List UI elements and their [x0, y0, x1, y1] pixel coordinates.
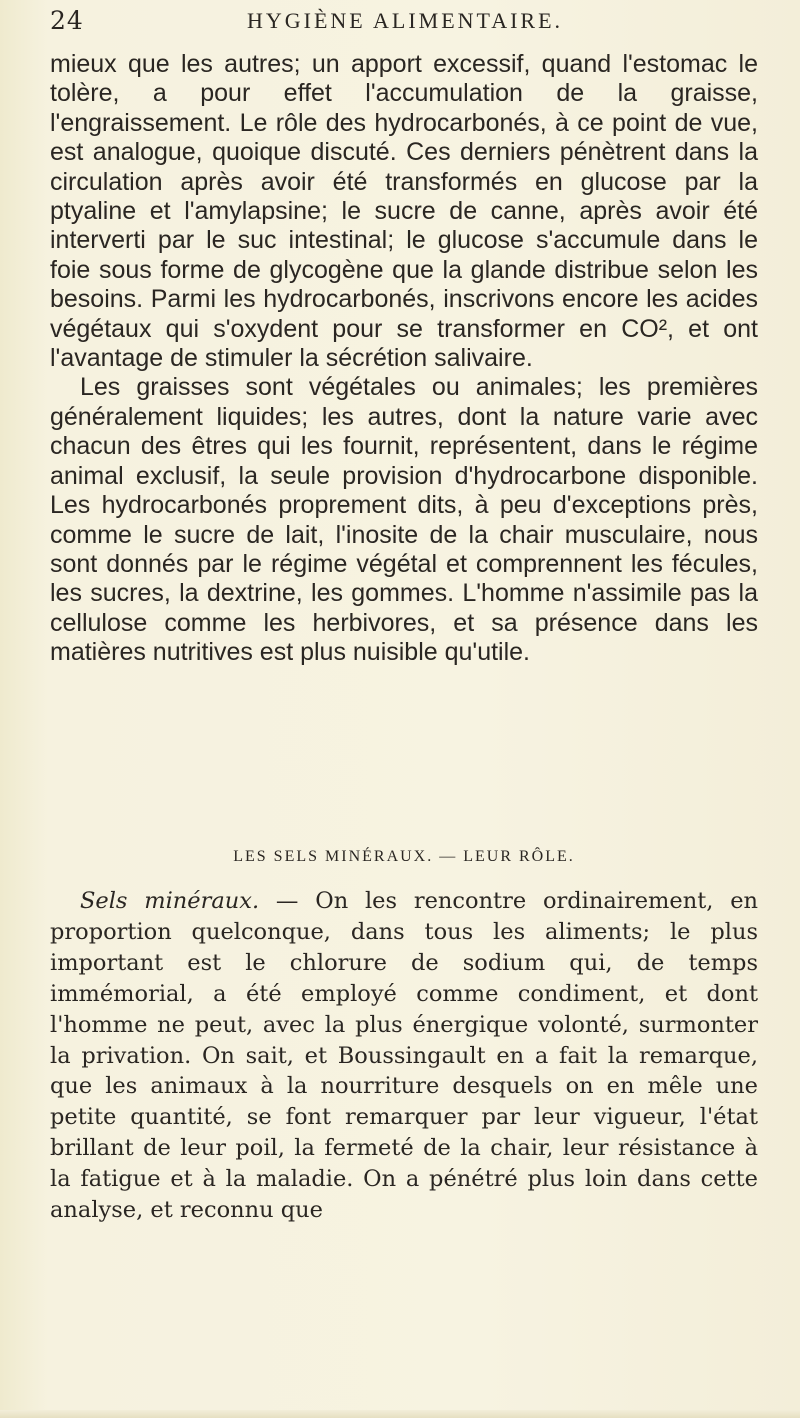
paragraph-continuation: mieux que les autres; un apport excessif, quand l'estomac le tolère, a pour effet l'accumulation de la graisse, l'engraissement. Le rôle des hydrocarbonés, à ce point de vue, est analogue, quoique discuté. Ces derniers pénètrent dans la circulation après avoir été transformés en glucose par la ptyaline et l'amylapsine; le sucre de canne, après avoir été interverti par le suc intestinal; le glucose s'accumule dans le foie sous forme de glycogène que la glande distribue selon les besoins. Parmi les hydrocarbonés, inscrivons encore les acides végétaux qui s'oxydent pour se transformer en CO², et ont l'avantage de stimuler la sécrétion salivaire.	[50, 50, 758, 373]
paragraph-sels-text: — On les rencontre ordinairement, en proportion quelconque, dans tous les aliments; le plus important est le chlorure de sodium qui, de temps immémorial, a été employé comme condiment, et dont l'homme ne peut, avec la plus énergique volonté, surmonter la privation. On sait, et Boussingault en a fait la remarque, que les animaux à la nourriture desquels on en mêle une petite quantité, se font remarquer par leur vigueur, l'état brillant de leur poil, la fermeté de la chair, leur résistance à la fatigue et à la maladie. On a pénétré plus loin dans cette analyse, et reconnu que	[50, 888, 758, 1224]
paragraph-graisses: Les graisses sont végétales ou animales; les premières généralement liquides; les autres, dont la nature varie avec chacun des êtres qui les fournit, représentent, dans le régime animal exclusif, la seule provision d'hydrocarbone disponible. Les hydrocarbonés proprement dits, à peu d'exceptions près, comme le sucre de lait, l'inosite de la chair musculaire, nous sont donnés par le régime végétal et comprennent les fécules, les sucres, la dextrine, les gommes. L'homme n'assimile pas la cellulose comme les herbivores, et sa présence dans les matières nutritives est plus nuisible qu'utile.	[50, 373, 758, 667]
paragraph-lead-italic: Sels minéraux.	[80, 888, 260, 914]
page-header	[50, 6, 760, 46]
body-text-upper	[50, 50, 758, 668]
paragraph-sels-mineraux	[50, 886, 758, 1226]
running-title: HYGIÈNE ALIMENTAIRE.	[246, 8, 564, 33]
section-heading: LES SELS MINÉRAUX. — LEUR RÔLE.	[233, 848, 575, 865]
body-text-lower	[50, 886, 758, 1226]
page-bottom-edge	[0, 1410, 800, 1418]
page-number: 24	[50, 6, 84, 35]
